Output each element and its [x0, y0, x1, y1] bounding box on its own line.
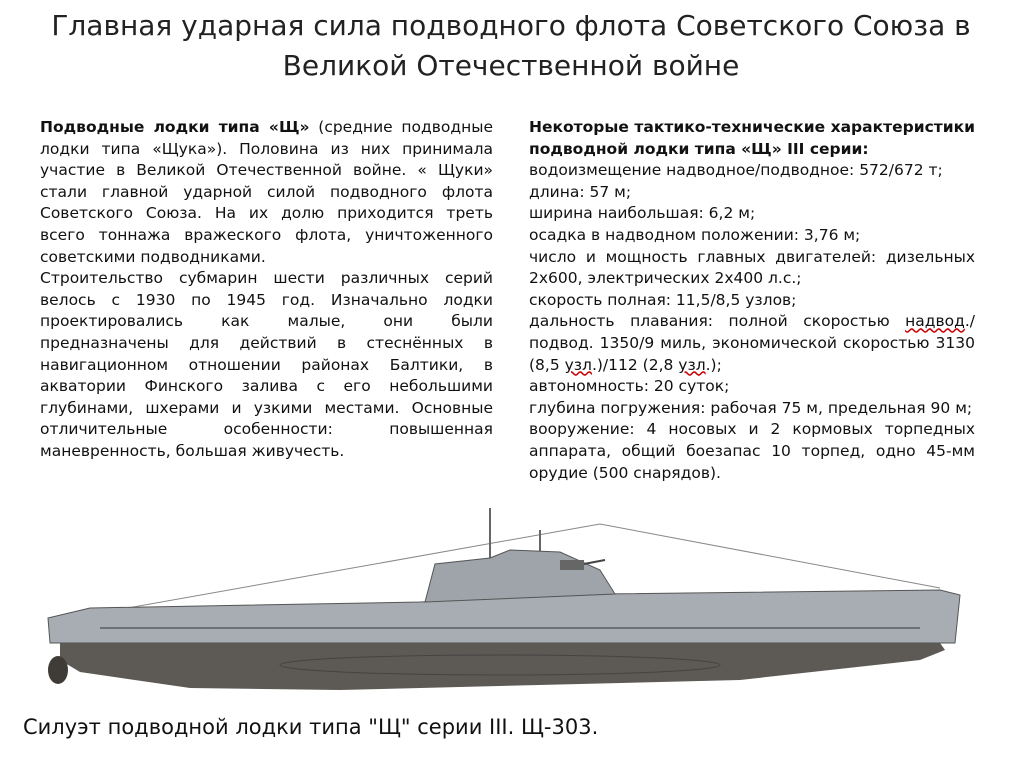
spec-line: осадка в надводном положении: 3,76 м;: [529, 225, 861, 244]
image-caption: Силуэт подводной лодки типа "Щ" серии III. Щ-303.: [23, 715, 599, 739]
gun-barrel: [584, 560, 605, 564]
specs-heading: [529, 117, 975, 160]
specs-heading-text: Некоторые тактико-технические характеристики подводной лодки типа «Щ» III серии:: [529, 118, 975, 158]
slide-title: Главная ударная сила подводного флота Советского Союза в Великой Отечественной войне: [51, 9, 971, 82]
propeller: [48, 656, 68, 684]
antenna-wire: [600, 524, 940, 588]
lower-hull: [60, 643, 945, 690]
intro-text: (средние подводные лодки типа «Щука»). Половина из них принимала участие в Великой Отечественной войне. « Щуки» стали главной ударной силой подводного флота Советского Союза. На их долю приходится треть всего тоннажа вражеского флота, уничтоженного советскими подводниками.: [40, 118, 494, 266]
intro-bold-lead: Подводные лодки типа «Щ»: [40, 118, 310, 136]
deck-gun: [560, 560, 584, 570]
range-text: .)/112 (2,8: [591, 355, 679, 374]
spec-line: число и мощность главных двигателей: дизельных 2х600, электрических 2х400 л.с.;: [529, 247, 975, 288]
range-text: .);: [705, 355, 722, 374]
spec-line: ширина наибольшая: 6,2 м;: [529, 204, 756, 223]
spec-line: глубина погружения: рабочая 75 м, предельная 90 м;: [529, 398, 973, 417]
conning-tower: [425, 550, 615, 602]
range-underlined-word: узл: [564, 355, 592, 374]
range-text: ./подвод. 1350/9 миль, экономической скоростью 3130 (8,5: [529, 312, 975, 374]
spec-line: водоизмещение надводное/подводное: 572/672 т;: [529, 161, 943, 180]
left-text-column: [40, 117, 493, 463]
spec-line: вооружение: 4 носовых и 2 кормовых торпедных аппарата, общий боезапас 10 торпед, одно 45-мм орудие (500 снарядов).: [529, 420, 975, 482]
range-text: дальность плавания: полной скоростью: [529, 312, 906, 331]
intro-paragraph: [40, 117, 493, 268]
history-paragraph: Строительство субмарин шести различных серий велось с 1930 по 1945 год. Изначально лодки проектировались как малые, они были предназначены для действий в стеснённых в навигационном отношении районах Балтики, в акватории Финского залива с его небольшими глубинами, шхерами и узкими местами. Основные отличительные особенности: повышенная маневренность, большая живучесть.: [40, 269, 493, 460]
submarine-silhouette: [40, 500, 970, 700]
spec-line-range: [529, 311, 975, 376]
range-underlined-word: надвод: [905, 312, 965, 331]
specs-column: [529, 117, 975, 484]
spec-line: скорость полная: 11,5/8,5 узлов;: [529, 290, 797, 309]
range-underlined-word: узл: [678, 355, 706, 374]
spec-line: автономность: 20 суток;: [529, 377, 730, 396]
spec-line: длина: 57 м;: [529, 182, 632, 201]
